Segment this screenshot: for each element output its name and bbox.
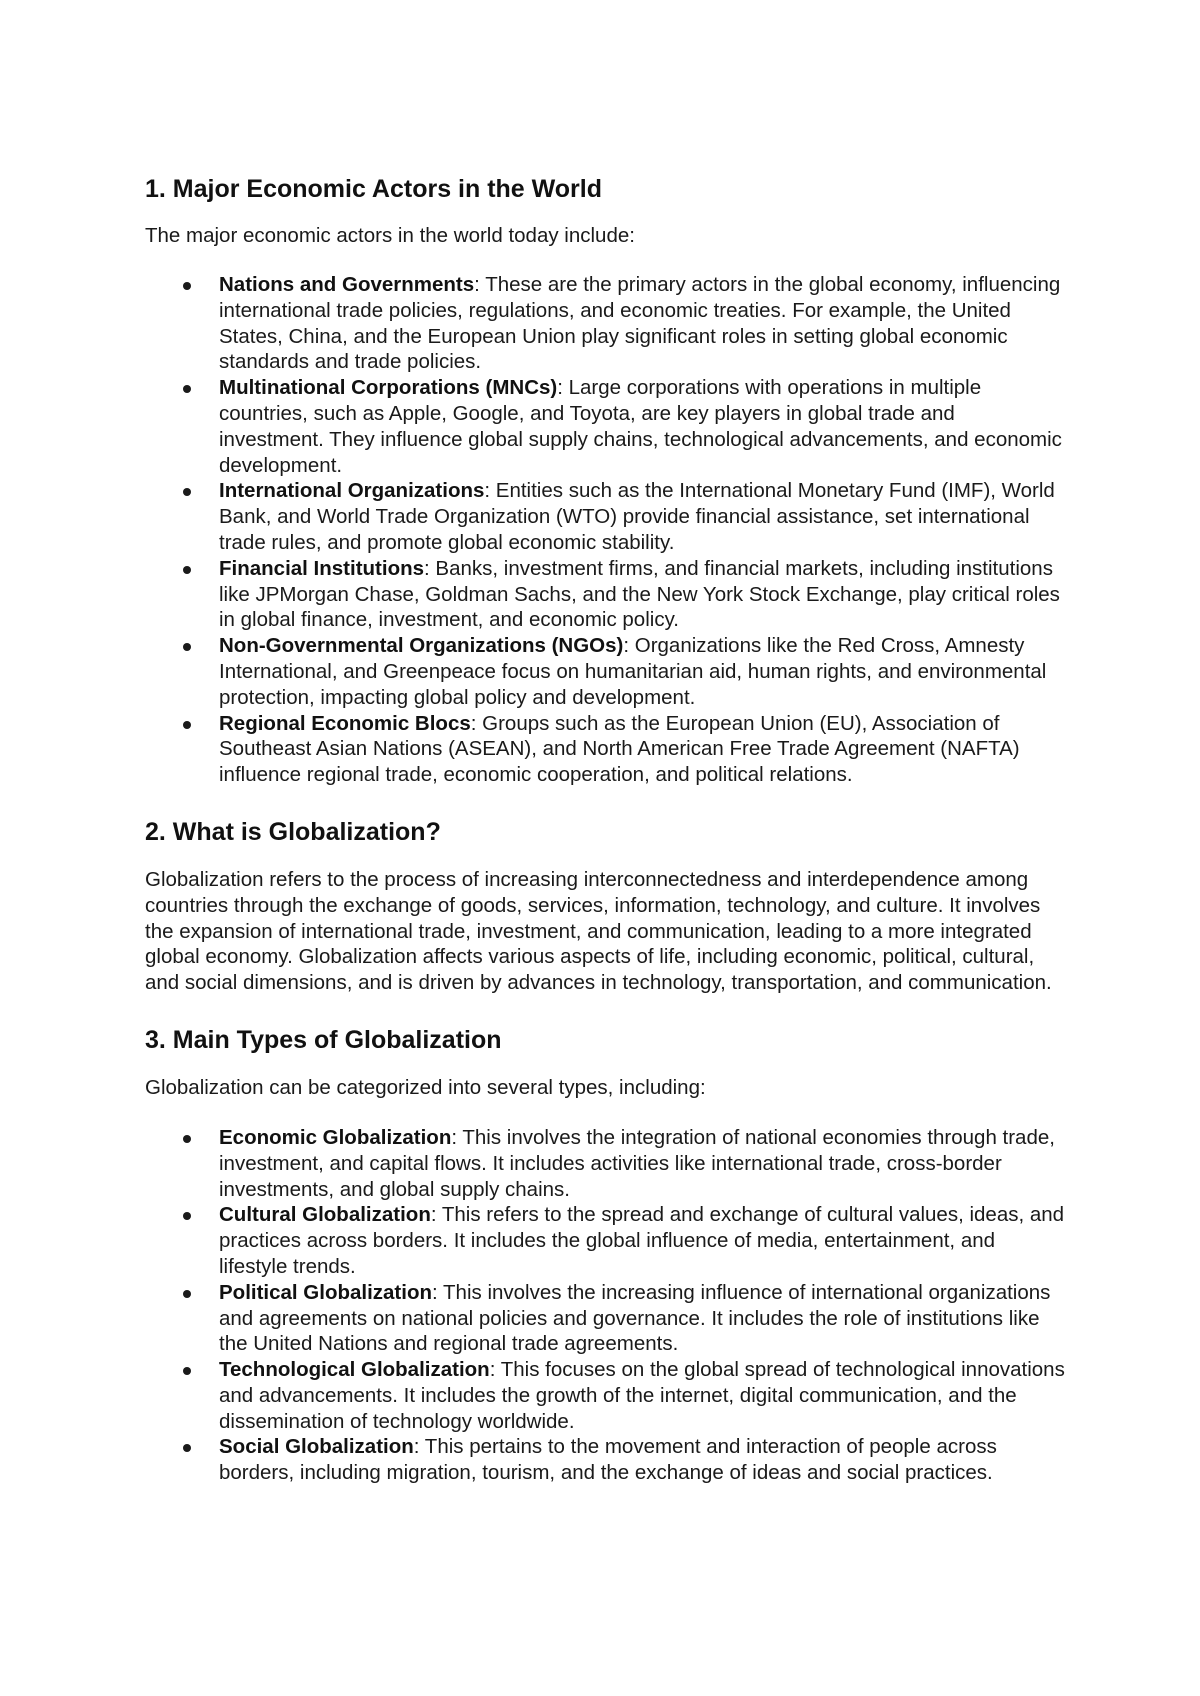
list-item	[145, 1280, 1065, 1357]
list-item-term: Technological Globalization	[219, 1358, 490, 1382]
list-item-text: : This involves the integration of national economies through trade, investment, and capital flows. It includes activities like international trade, cross-border investments, and global supply chains.	[219, 1125, 1055, 1201]
list-item-text: : This refers to the spread and exchange of cultural values, ideas, and practices across borders. It includes the global influence of media, entertainment, and lifestyle trends.	[219, 1203, 1065, 1278]
list-item	[145, 272, 1065, 375]
list-item-text: : Large corporations with operations in multiple countries, such as Apple, Google, and Toyota, are key players in global trade and investment. They influence global supply chains, technological advancements, and economic development.	[219, 376, 1062, 477]
bullet-icon	[183, 1290, 191, 1298]
section-1-heading: 1. Major Economic Actors in the World	[145, 175, 603, 203]
economic-actors-list	[145, 272, 1065, 788]
section-3-heading: 3. Main Types of Globalization	[145, 1025, 502, 1054]
list-item-text: : Entities such as the International Monetary Fund (IMF), World Bank, and World Trade Organization (WTO) provide financial assistance, set international trade rules, and promote global economic stability.	[219, 479, 1055, 554]
list-item-term: Regional Economic Blocs	[219, 711, 471, 735]
document-page	[145, 172, 1065, 1486]
bullet-icon	[183, 643, 191, 651]
bullet-icon	[183, 1212, 191, 1220]
list-item-text: : These are the primary actors in the global economy, influencing international trade policies, regulations, and economic treaties. For example, the United States, China, and the European Union play significant roles in setting global economic standards and trade policies.	[219, 273, 1061, 374]
list-item-text: : This focuses on the global spread of technological innovations and advancements. It includes the growth of the internet, digital communication, and the dissemination of technology worldwide.	[219, 1358, 1065, 1433]
bullet-icon	[183, 1367, 191, 1375]
list-item	[145, 1125, 1065, 1202]
bullet-icon	[183, 566, 191, 574]
list-item-term: Social Globalization	[219, 1435, 414, 1459]
bullet-icon	[183, 282, 191, 290]
list-item	[145, 556, 1065, 633]
list-item-term: Financial Institutions	[219, 556, 425, 580]
list-item-term: Non-Governmental Organizations (NGOs)	[219, 634, 624, 658]
list-item-term: Economic Globalization	[219, 1125, 452, 1149]
list-item-term: International Organizations	[219, 479, 485, 503]
list-item-text: : This involves the increasing influence of international organizations and agreements on national policies and governance. It includes the role of institutions like the United Nations and regional trade agreements.	[219, 1280, 1051, 1356]
list-item	[145, 1357, 1065, 1434]
list-item-text: : This pertains to the movement and interaction of people across borders, including migration, tourism, and the exchange of ideas and social practices.	[219, 1435, 997, 1485]
list-item	[145, 1202, 1065, 1279]
list-item-text: : Organizations like the Red Cross, Amnesty International, and Greenpeace focus on humanitarian aid, human rights, and environmental protection, impacting global policy and development.	[219, 634, 1047, 709]
section-3-intro: Globalization can be categorized into several types, including:	[145, 1075, 706, 1099]
list-item-term: Cultural Globalization	[219, 1203, 431, 1227]
list-item-text: : Banks, investment firms, and financial markets, including institutions like JPMorgan Chase, Goldman Sachs, and the New York Stock Exchange, play critical roles in global finance, investment, and economic policy.	[219, 556, 1060, 632]
list-item-term: Nations and Governments	[219, 273, 475, 296]
globalization-types-list	[145, 1125, 1065, 1486]
list-item-term: Multinational Corporations (MNCs)	[219, 376, 558, 400]
list-item	[145, 711, 1065, 788]
bullet-icon	[183, 721, 191, 729]
list-item	[145, 478, 1065, 555]
section-1-intro: The major economic actors in the world today include:	[145, 224, 635, 247]
list-item-term: Political Globalization	[219, 1280, 432, 1304]
list-item	[145, 375, 1065, 478]
section-2-paragraph: Globalization refers to the process of increasing interconnectedness and interdependence among countries through the exchange of goods, services, information, technology, and culture. It involves the expansion of international trade, investment, and communication, leading to a more integrated global economy. Globalization affects various aspects of life, including economic, political, cultural, and social dimensions, and is driven by advances in technology, transportation, and communication.	[145, 867, 1052, 995]
list-item-text: : Groups such as the European Union (EU), Association of Southeast Asian Nations (ASEAN), and North American Free Trade Agreement (NAFTA) influence regional trade, economic cooperation, and political relations.	[219, 711, 1020, 787]
bullet-icon	[183, 385, 191, 393]
bullet-icon	[183, 488, 191, 496]
list-item	[145, 633, 1065, 710]
section-2-heading: 2. What is Globalization?	[145, 817, 441, 846]
bullet-icon	[183, 1444, 191, 1452]
list-item	[145, 1434, 1065, 1486]
bullet-icon	[183, 1135, 191, 1143]
